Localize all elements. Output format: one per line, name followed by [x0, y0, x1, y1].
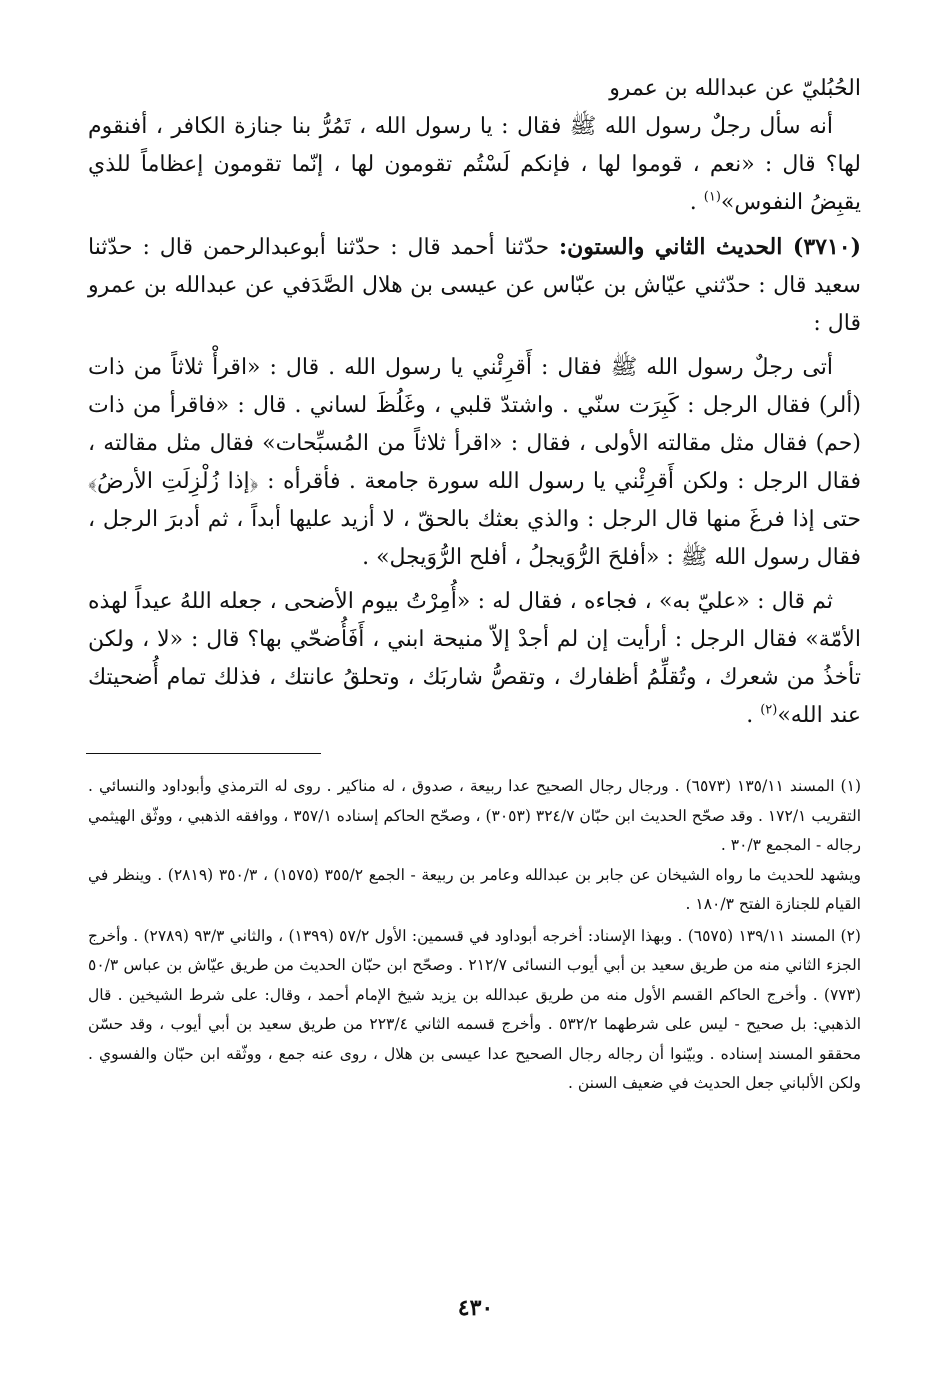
footnotes	[88, 772, 861, 1099]
paragraph-3	[88, 349, 861, 577]
paragraph-1-end: .	[689, 190, 704, 215]
page-number: ٤٣٠	[457, 1295, 494, 1321]
paragraph-4-text: ثم قال : «عليّ به» ، فجاءه ، فقال له : «أُمِرْتُ بيوم الأضحى ، جعله اللهُ عيداً لهذه الأمّة» فقال الرجل : أرأيت إن لم أجدْ إلاّ منيحة ابني ، أَفَأُضحّي بها؟ قال : «لا ، ولكن تأخذُ من شعرك ، وتُقلِّمُ أظفارك ، وتقصُّ شاربَك ، وتحلقُ عانتك ، فذلك تمام أُضحيتك عند الله»	[88, 589, 861, 728]
footnote-ref-1[interactable]: (١)	[703, 189, 721, 205]
paragraph-4-end: .	[746, 703, 761, 728]
paragraph-4	[88, 583, 861, 735]
footnote-divider	[86, 753, 321, 754]
paragraph-1	[88, 108, 861, 222]
hadith-isnad: حدّثنا أحمد قال : حدّثنا أبوعبدالرحمن قال : حدّثنا سعيد قال : حدّثني عيّاش بن عبّاس عن عيسى بن هلال الصَّدَفي عن عبدالله بن عمرو قال :	[88, 235, 861, 336]
paragraph-1-text: أنه سأل رجلٌ رسول الله ﷺ فقال : يا رسول الله ، تَمُرُّ بنا جنازة الكافر ، أفنقوم لها؟ قال : «نعم ، قوموا لها ، فإنكم لَسْتُم تقومون لها ، إنّما تقومون إعظاماً للذي يقبِضُ النفوس»	[88, 114, 861, 215]
paragraph-3-text: أتى رجلٌ رسول الله ﷺ فقال : أَقرِئْني يا رسول الله . قال : «اقرأْ ثلاثاً من ذات (ألر) فقال الرجل : كَبِرَت سنّي . واشتدّ قلبي ، وغَلُظَ لساني . قال : «فاقرأ من ذات (حم) فقال مثل مقالته الأولى ، فقال : «اقرأ ثلاثاً من المُسبِّحات» فقال مثل مقالته ، فقال الرجل : ولكن أَقرِئْني يا رسول الله سورة جامعة . فأقرأه : ﴿إذا زُلْزِلَتِ الأرضُ﴾ حتى إذا فرغَ منها قال الرجل : والذي بعثك بالحقّ ، لا أزيد عليها أبداً ، ثم أدبرَ الرجل ، فقال رسول الله ﷺ : «أفلحَ الرُّوَيجلُ ، أفلح الرُّوَيجل» .	[88, 355, 861, 570]
footnote-ref-2[interactable]: (٢)	[760, 702, 778, 718]
footnote-2: (٢) المسند ١٣٩/١١ (٦٥٧٥) . وبهذا الإسناد: أخرجه أبوداود في قسمين: الأول ٥٧/٢ (١٣٩٩) ، والثاني ٩٣/٣ (٢٧٨٩) . وأخرج الجزء الثاني منه من طريق سعيد بن أبي أيوب النسائى ٢١٢/٧ . وصحّح ابن حبّان الحديث من طريق عيّاش بن عباس ٥٠/٣ (٧٧٣) . وأخرج الحاكم القسم الأول منه من طريق عبدالله بن يزيد شيخ الإمام أحمد ، وقال: على شرط الشيخين . قال الذهبي: بل صحيح - ليس على شرطهما ٥٣٢/٢ . وأخرج قسمه الثاني ٢٢٣/٤ من طريق سعيد بن أبي أيوب ، وقد حسّن محققو المسند إسناده . وبيّنوا أن رجاله رجال الصحيح عدا عيسى بن هلال ، روى عنه جمع ، ووثّقه ابن حبّان والفسوي . ولكن الألباني جعل الحديث في ضعيف السنن .	[88, 926, 862, 1092]
running-header-text: الحُبُليّ عن عبدالله بن عمرو	[609, 76, 861, 101]
footnote-1-continued: ويشهد للحديث ما رواه الشيخان عن جابر بن عبدالله وعامر بن ربيعة - الجمع ٣٥٥/٢ (١٥٧٥) ، ٣٥٠/٣ (٢٨١٩) . وينظر في القيام للجنازة الفتح ١٨٠/٣ .	[88, 865, 862, 913]
footnote-1: (١) المسند ١٣٥/١١ (٦٥٧٣) . ورجال رجال الصحيح عدا ربيعة ، صدوق ، له مناكير . روى له الترمذي وأبوداود والنسائي . التقريب ١٧٢/١ . وقد صحّح الحديث ابن حبّان ٣٢٤/٧ (٣٠٥٣) ، وصحّح الحاكم إسناده ٣٥٧/١ ، ووافقه الذهبي ، ووثّق الهيثمي رجاله - المجمع ٣٠/٣ .	[88, 777, 861, 854]
main-text	[88, 70, 861, 735]
page	[88, 70, 861, 1099]
hadith-heading: (٣٧١٠) الحديث الثاني والستون:	[558, 234, 861, 260]
running-header	[88, 70, 861, 108]
hadith-3710	[88, 228, 861, 343]
